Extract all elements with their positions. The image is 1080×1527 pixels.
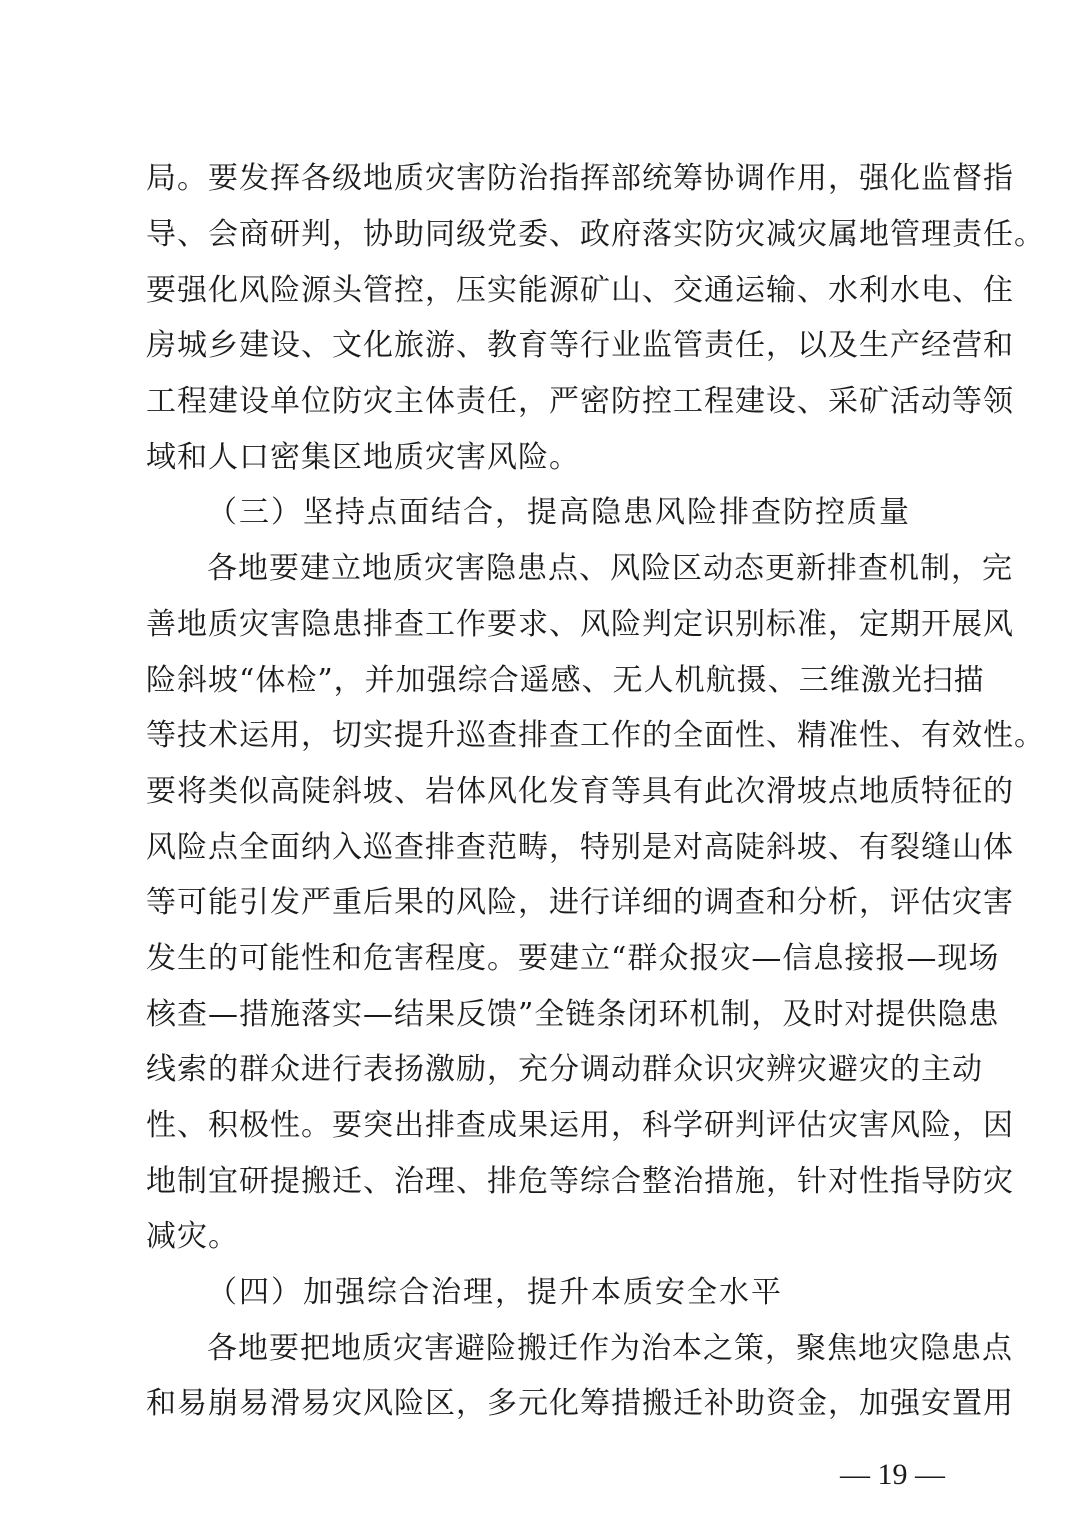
page-number: — 19 — [840, 1458, 945, 1491]
body-line: 性、积极性。要突出排查成果运用，科学研判评估灾害风险，因 [146, 1108, 1014, 1143]
body-line: 减灾。 [146, 1219, 239, 1254]
body-line: 局。要发挥各级地质灾害防治指挥部统筹协调作用，强化监督指 [146, 161, 1014, 196]
body-line: 和易崩易滑易灾风险区，多元化筹措搬迁补助资金，加强安置用 [146, 1386, 1014, 1421]
body-line: 善地质灾害隐患排查工作要求、风险判定识别标准，定期开展风 [146, 607, 1014, 642]
body-line: 要将类似高陡斜坡、岩体风化发育等具有此次滑坡点地质特征的 [146, 774, 1014, 809]
body-line: 地制宜研提搬迁、治理、排危等综合整治措施，针对性指导防灾 [146, 1164, 1014, 1199]
body-line: 导、会商研判，协助同级党委、政府落实防灾减灾属地管理责任。 [146, 217, 1045, 252]
section-heading-3: （三）坚持点面结合，提高隐患风险排查防控质量 [207, 495, 911, 530]
body-line: 各地要建立地质灾害隐患点、风险区动态更新排查机制，完 [207, 551, 1013, 586]
body-line: 工程建设单位防灾主体责任，严密防控工程建设、采矿活动等领 [146, 384, 1014, 419]
body-line: 房城乡建设、文化旅游、教育等行业监管责任，以及生产经营和 [146, 328, 1014, 363]
body-line: 域和人口密集区地质灾害风险。 [146, 440, 580, 475]
body-line: 各地要把地质灾害避险搬迁作为治本之策，聚焦地灾隐患点 [207, 1331, 1013, 1366]
body-line: 风险点全面纳入巡查排查范畴，特别是对高陡斜坡、有裂缝山体 [146, 830, 1014, 865]
body-line: 发生的可能性和危害程度。要建立“群众报灾—信息接报—现场 [146, 941, 1000, 976]
body-line: 线索的群众进行表扬激励，充分调动群众识灾辨灾避灾的主动 [146, 1052, 983, 1087]
section-heading-4: （四）加强综合治理，提升本质安全水平 [207, 1275, 783, 1310]
body-line: 要强化风险源头管控，压实能源矿山、交通运输、水利水电、住 [146, 273, 1014, 308]
body-line: 险斜坡“体检”，并加强综合遥感、无人机航摄、三维激光扫描 [146, 663, 985, 698]
body-line: 核查—措施落实—结果反馈”全链条闭环机制，及时对提供隐患 [146, 997, 1000, 1032]
body-line: 等可能引发严重后果的风险，进行详细的调查和分析，评估灾害 [146, 885, 1014, 920]
body-line: 等技术运用，切实提升巡查排查工作的全面性、精准性、有效性。 [146, 718, 1045, 753]
